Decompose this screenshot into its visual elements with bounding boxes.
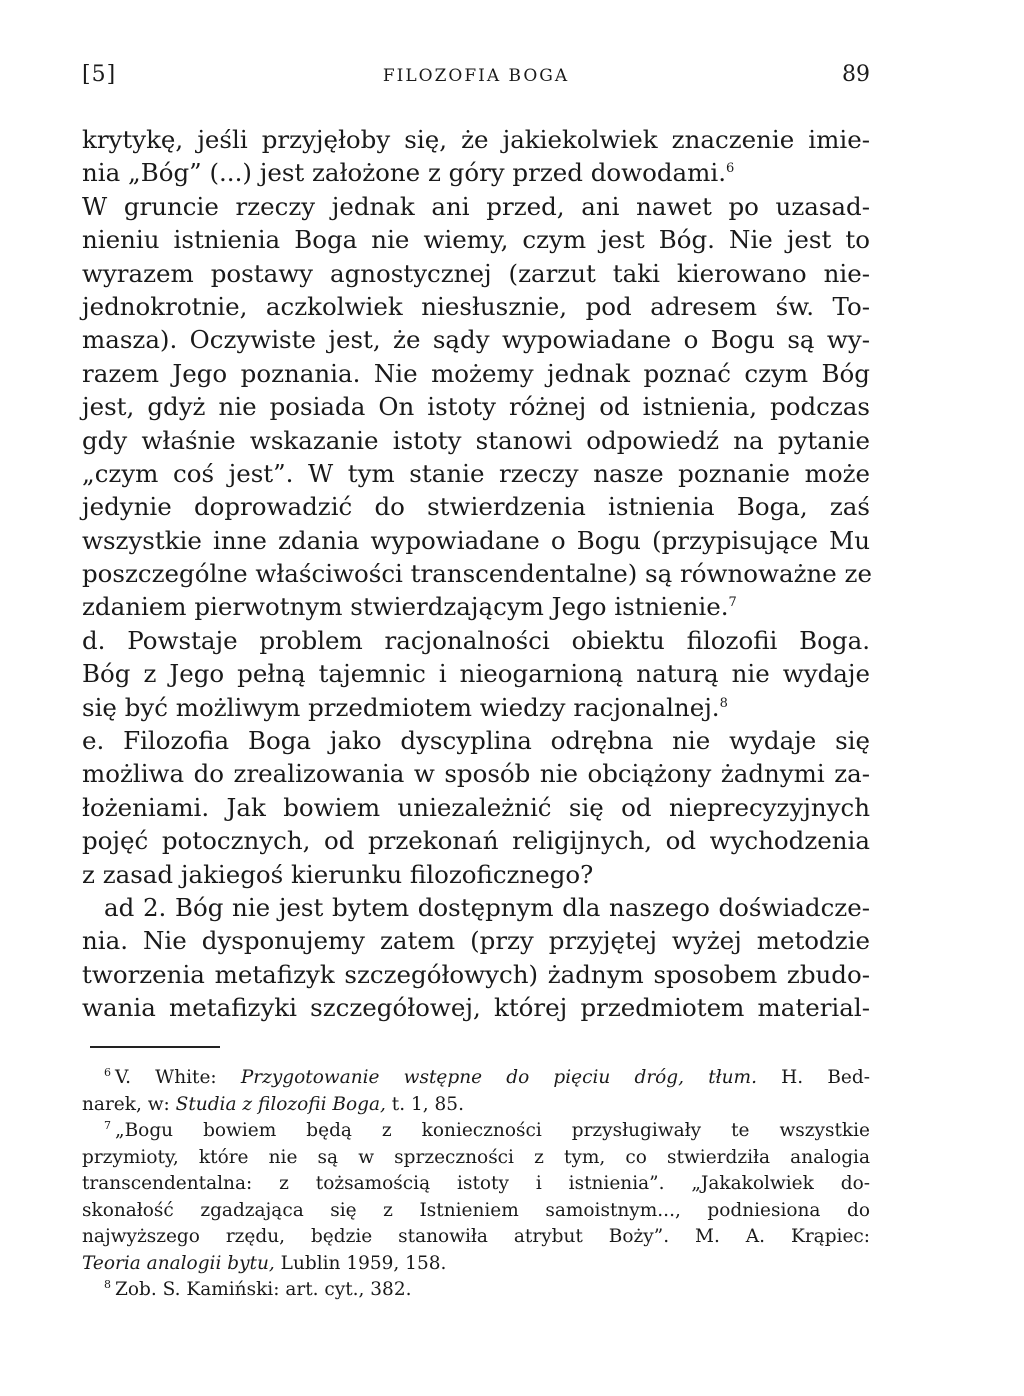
footnote-7-line: najwyższego rzędu, będzie stanowiła atrybut Boży”. M. A. Krąpiec:: [82, 1226, 870, 1247]
footnote-7-line: $^7$ „Bogu bowiem będą z konieczności przysługiwały te wszystkie: [104, 1118, 870, 1141]
text-line-content: nia „Bóg” (...) jest założone z góry przed dowodami.: [82, 158, 726, 188]
text-line: wszystkie inne zdania wypowiadane o Bogu (przypisujące Mu: [82, 525, 870, 555]
text-line: e. Filozofia Boga jako dyscyplina odrębna nie wydaje się: [82, 726, 870, 756]
text-line: masza). Oczywiste jest, że sądy wypowiadane o Bogu są wy-: [82, 325, 870, 355]
cited-title: Studia z filozofii Boga,: [175, 1093, 386, 1115]
footnote-7-line: skonałość zgadzająca się z Istnieniem samoistnym..., podniesiona do: [82, 1199, 870, 1221]
text-line: razem Jego poznania. Nie możemy jednak poznać czym Bóg: [82, 358, 870, 388]
text-line: jest, gdyż nie posiada On istoty różnej od istnienia, podczas: [82, 392, 870, 422]
text-line: [82, 590, 870, 623]
text-line: pojęć potocznych, od przekonań religijnych, od wychodzenia: [82, 826, 870, 856]
text-line: krytykę, jeśli przyjęłoby się, że jakiekolwiek znaczenie imie-: [82, 125, 870, 154]
footnote-7-line: Teoria analogii bytu, Lublin 1959, 158.: [82, 1252, 447, 1274]
text-line: łożeniami. Jak bowiem uniezależnić się od nieprecyzyjnych: [82, 792, 870, 822]
text-line-content: zdaniem pierwotnym stwierdzającym Jego istnienie.: [82, 592, 729, 622]
text-line: jedynie doprowadzić do stwierdzenia istnienia Boga, zaś: [82, 492, 870, 522]
section-number: [5]: [82, 62, 117, 87]
running-title: FILOZOFIA BOGA: [382, 66, 570, 86]
page-number: 89: [842, 62, 870, 87]
text-line: d. Powstaje problem racjonalności obiektu filozofii Boga.: [82, 625, 870, 655]
main-text: [82, 123, 870, 1025]
text-line: gdy właśnie wskazanie istoty stanowi odpowiedź na pytanie: [82, 425, 870, 455]
text-line: poszczególne właściwości transcendentalne) są równoważne ze: [82, 559, 872, 589]
footnote-6-line: narek, w: Studia z filozofii Boga, t. 1, 85.: [82, 1093, 464, 1115]
footnotes: [82, 1065, 870, 1304]
footnote-7-line: transcendentalna: z tożsamością istoty i istnienia”. „Jakakolwiek do-: [82, 1173, 870, 1194]
text-line: nieniu istnienia Boga nie wiemy, czym jest Bóg. Nie jest to: [82, 225, 870, 255]
footnote-6-line: $^6$ V. White: Przygotowanie wstępne do pięciu dróg, tłum. H. Bed-: [104, 1065, 870, 1088]
text-line: Bóg z Jego pełną tajemnic i nieogarnioną naturą nie wydaje: [82, 659, 870, 689]
text-line: jednokrotnie, aczkolwiek niesłusznie, pod adresem św. To-: [82, 291, 870, 321]
text-line: ad 2. Bóg nie jest bytem dostępnym dla naszego doświadcze-: [104, 892, 870, 922]
footnote-7-line: przymioty, które nie są w sprzeczności z tym, co stwierdziła analogia: [82, 1146, 870, 1168]
cited-title: Teoria analogii bytu,: [82, 1252, 275, 1274]
footnote-ref: 6: [726, 161, 735, 177]
running-header: [82, 62, 870, 92]
footnote-mark: 6: [104, 1065, 111, 1079]
text-line-content: się być możliwym przedmiotem wiedzy racjonalnej.: [82, 692, 720, 722]
text-line: wania metafizyki szczegółowej, której przedmiotem material-: [82, 993, 870, 1023]
text-line: „czym coś jest”. W tym stanie rzeczy nasze poznanie może: [82, 458, 870, 488]
footnote-ref: 7: [728, 595, 737, 611]
text-line: [82, 156, 870, 189]
text-line: [82, 691, 870, 724]
footnote-ref: 8: [719, 695, 728, 711]
text-line: wyrazem postawy agnostycznej (zarzut taki kierowano nie-: [82, 258, 870, 288]
text-line: nia. Nie dysponujemy zatem (przy przyjętej wyżej metodzie: [82, 926, 870, 956]
text-line: możliwa do zrealizowania w sposób nie obciążony żadnymi za-: [82, 759, 870, 789]
text-line: z zasad jakiegoś kierunku filozoficznego?: [82, 859, 594, 889]
footnote-divider: [90, 1046, 220, 1048]
footnote-8-line: $^8$ Zob. S. Kamiński: art. cyt., 382.: [104, 1277, 412, 1300]
footnote-mark: 7: [104, 1118, 111, 1132]
footnote-mark: 8: [104, 1277, 111, 1291]
text-line: tworzenia metafizyk szczegółowych) żadnym sposobem zbudo-: [82, 959, 870, 989]
text-line: W gruncie rzeczy jednak ani przed, ani nawet po uzasad-: [82, 191, 870, 221]
cited-title: Przygotowanie wstępne do pięciu dróg, tłum.: [240, 1067, 757, 1088]
